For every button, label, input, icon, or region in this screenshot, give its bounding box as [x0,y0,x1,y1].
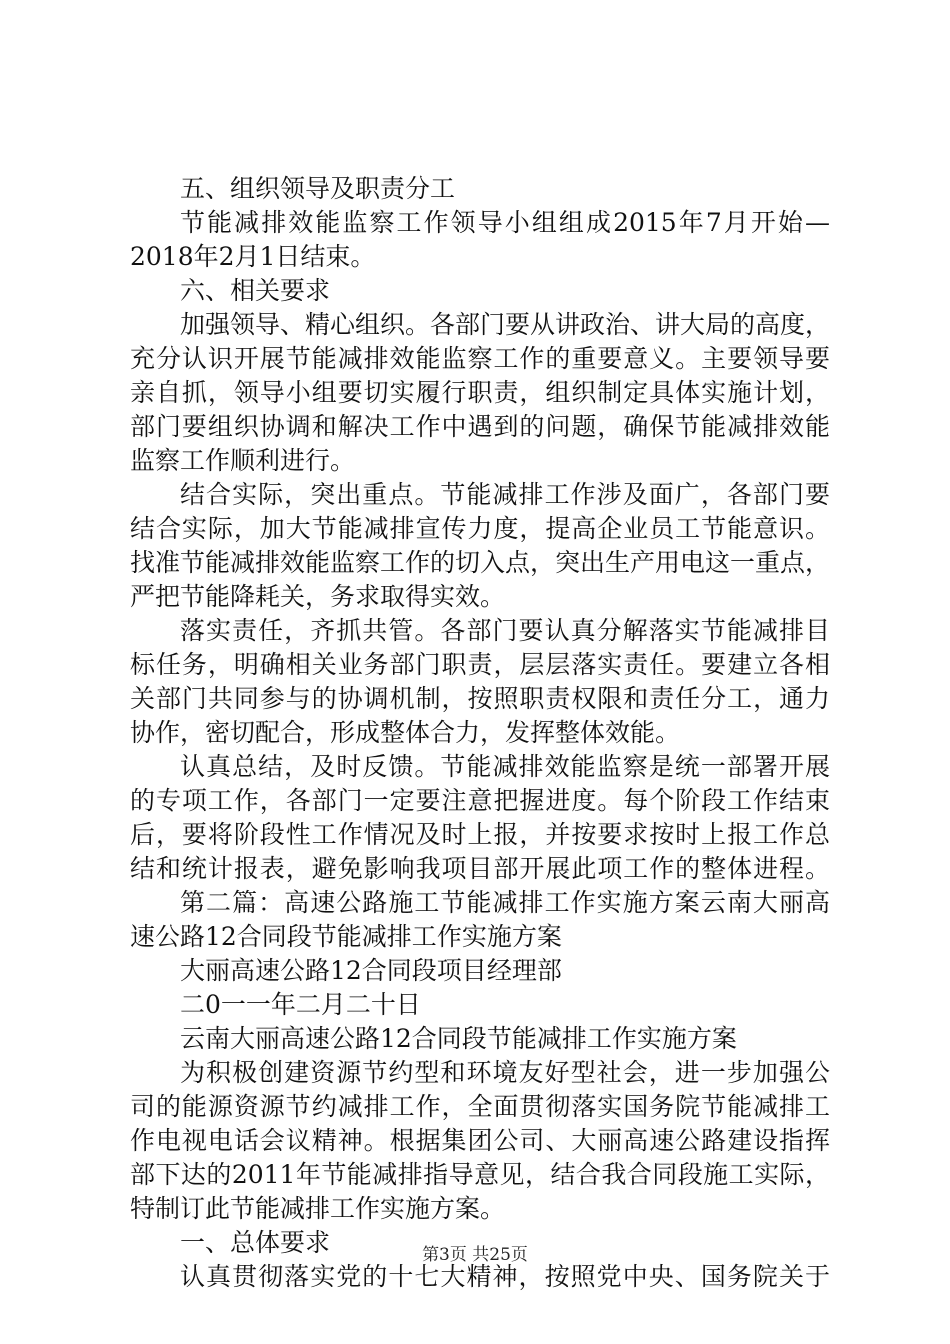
text-line: 亲自抓，领导小组要切实履行职责，组织制定具体实施计划， [130,378,830,407]
text-line: 严把节能降耗关，务求取得实效。 [130,582,506,611]
text-line: 监察工作顺利进行。 [130,446,356,475]
text-line: 为积极创建资源节约型和环境友好型社会，进一步加强公 [180,1058,830,1087]
text-line: 认真贯彻落实党的十七大精神，按照党中央、国务院关于 [180,1262,830,1291]
text-line: 找准节能减排效能监察工作的切入点，突出生产用电这一重点， [130,548,831,577]
text-line: 的专项工作，各部门一定要注意把握进度。每个阶段工作结束 [130,786,830,815]
text-line: 速公路12合同段节能减排工作实施方案 [130,922,562,951]
text-line: 六、相关要求 [180,276,331,305]
text-line: 协作，密切配合，形成整体合力，发挥整体效能。 [130,718,681,747]
text-line: 特制订此节能减排工作实施方案。 [130,1194,506,1223]
text-line: 作电视电话会议精神。根据集团公司、大丽高速公路建设指挥 [130,1126,830,1155]
text-line: 后，要将阶段性工作情况及时上报，并按要求按时上报工作总 [130,820,830,849]
text-line: 2018年2月1日结束。 [130,242,376,271]
text-line: 司的能源资源节约减排工作，全面贯彻落实国务院节能减排工 [130,1092,830,1121]
text-line: 标任务，明确相关业务部门职责，层层落实责任。要建立各相 [130,650,830,679]
text-line: 大丽高速公路12合同段项目经理部 [180,956,562,985]
page-number-label: 第3页 共25页 [422,1245,528,1265]
text-line: 云南大丽高速公路12合同段节能减排工作实施方案 [180,1024,737,1053]
text-line: 五、组织领导及职责分工 [180,174,456,203]
text-line: 充分认识开展节能减排效能监察工作的重要意义。主要领导要 [130,344,830,373]
text-line: 结合实际，突出重点。节能减排工作涉及面广，各部门要 [180,480,830,509]
text-line: 认真总结，及时反馈。节能减排效能监察是统一部署开展 [180,752,830,781]
text-line: 加强领导、精心组织。各部门要从讲政治、讲大局的高度， [180,310,831,339]
text-line: 节能减排效能监察工作领导小组组成2015年7月开始— [180,208,830,237]
document-body [130,172,830,1294]
text-line: 落实责任，齐抓共管。各部门要认真分解落实节能减排目 [180,616,830,645]
page-footer [0,1240,950,1265]
text-line: 二0一一年二月二十日 [180,990,421,1019]
text-line: 部下达的2011年节能减排指导意见，结合我合同段施工实际， [130,1160,830,1189]
text-line: 关部门共同参与的协调机制，按照职责权限和责任分工，通力 [130,684,830,713]
text-line: 部门要组织协调和解决工作中遇到的问题，确保节能减排效能 [130,412,830,441]
text-line: 结合实际，加大节能减排宣传力度，提高企业员工节能意识。 [130,514,830,543]
text-line: 第二篇：高速公路施工节能减排工作实施方案云南大丽高 [180,888,830,917]
text-line: 一、总体要求 [180,1228,331,1257]
text-line: 结和统计报表，避免影响我项目部开展此项工作的整体进程。 [130,854,830,883]
